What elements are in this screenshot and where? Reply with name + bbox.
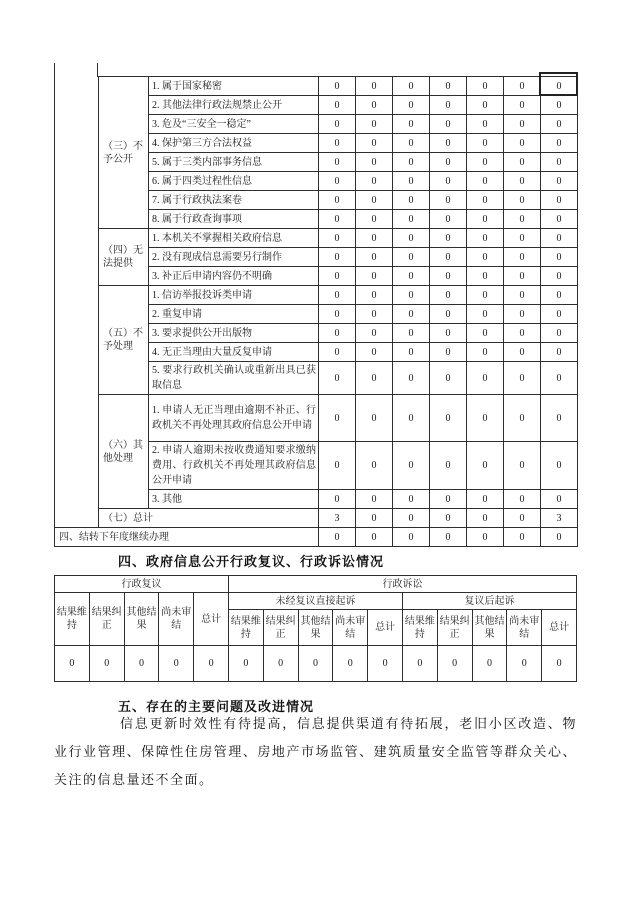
value-cell: 0 [504, 210, 541, 229]
value-cell: 0 [319, 172, 356, 191]
value-cell: 0 [393, 210, 430, 229]
value-cell: 0 [393, 191, 430, 210]
value-cell: 0 [541, 343, 578, 362]
value-cell: 0 [319, 191, 356, 210]
value-cell: 0 [430, 490, 467, 509]
outcome-header-cell: 结果纠正 [89, 593, 124, 646]
value-cell: 0 [504, 490, 541, 509]
section-review-litigation-title: 四、政府信息公开行政复议、行政诉讼情况 [118, 554, 385, 569]
total-value-cell: 3 [319, 509, 356, 528]
item-label-cell: 3. 补正后申请内容仍不明确 [149, 267, 319, 286]
value-cell: 0 [541, 77, 578, 96]
value-cell: 0 [393, 229, 430, 248]
table-continuation-line [97, 63, 98, 77]
value-cell: 0 [356, 191, 393, 210]
value-cell: 0 [542, 646, 577, 682]
value-cell: 0 [504, 153, 541, 172]
value-cell: 0 [467, 362, 504, 395]
value-cell: 0 [393, 362, 430, 395]
value-cell: 0 [356, 442, 393, 490]
value-cell: 0 [467, 96, 504, 115]
value-cell: 0 [356, 395, 393, 442]
value-cell: 0 [541, 115, 578, 134]
value-cell: 0 [402, 646, 437, 682]
item-label-cell: 1. 信访举报投诉类申请 [149, 286, 319, 305]
value-cell: 0 [467, 153, 504, 172]
total-value-cell: 0 [467, 509, 504, 528]
value-cell: 0 [541, 96, 578, 115]
value-cell: 0 [319, 134, 356, 153]
outcome-header-cell: 尚未审结 [159, 593, 194, 646]
application-results-table [54, 76, 578, 547]
value-cell: 0 [393, 442, 430, 490]
value-cell: 0 [467, 442, 504, 490]
item-label-cell: 1. 属于国家秘密 [149, 77, 319, 96]
value-cell: 0 [319, 286, 356, 305]
value-cell: 0 [504, 191, 541, 210]
outcome-header-cell: 结果维持 [55, 593, 90, 646]
table-continuation-line [54, 63, 55, 77]
item-label-cell: 1. 本机关不掌握相关政府信息 [149, 229, 319, 248]
value-cell: 0 [430, 343, 467, 362]
value-cell: 0 [319, 324, 356, 343]
value-cell: 0 [541, 362, 578, 395]
value-cell: 0 [319, 77, 356, 96]
item-label-cell: 4. 无正当理由大量反复申请 [149, 343, 319, 362]
value-cell: 0 [541, 324, 578, 343]
value-cell: 0 [541, 172, 578, 191]
outcome-header-cell: 总计 [542, 610, 577, 646]
value-cell: 0 [467, 490, 504, 509]
item-label-cell: 7. 属于行政执法案卷 [149, 191, 319, 210]
value-cell: 0 [430, 134, 467, 153]
value-cell: 0 [541, 395, 578, 442]
value-cell: 0 [319, 267, 356, 286]
value-cell: 0 [467, 343, 504, 362]
outcome-header-cell: 尚未审结 [333, 610, 368, 646]
value-cell: 0 [319, 115, 356, 134]
value-cell: 0 [430, 248, 467, 267]
values-row [55, 646, 577, 682]
carryover-value-cell: 0 [430, 528, 467, 547]
value-cell: 0 [319, 442, 356, 490]
value-cell: 0 [504, 267, 541, 286]
carryover-value-cell: 0 [356, 528, 393, 547]
value-cell: 0 [541, 286, 578, 305]
value-cell: 0 [430, 172, 467, 191]
value-cell: 0 [430, 153, 467, 172]
value-cell: 0 [393, 96, 430, 115]
item-label-cell: 2. 没有现成信息需要另行制作 [149, 248, 319, 267]
value-cell: 0 [356, 248, 393, 267]
category-label-cell: （六）其他处理 [99, 395, 149, 509]
value-cell: 0 [393, 115, 430, 134]
value-cell: 0 [228, 646, 263, 682]
value-cell: 0 [504, 115, 541, 134]
value-cell: 0 [356, 229, 393, 248]
table-row [55, 395, 578, 442]
group-header-cell: 行政复议 [55, 576, 229, 593]
value-cell: 0 [430, 267, 467, 286]
problems-paragraph: 信息更新时效性有待提高，信息提供渠道有待拓展，老旧小区改造、物业行业管理、保障性住房管理、房地产市场监管、建筑质量安全监管等群众关心、关注的信息量还不全面。 [54, 716, 577, 787]
value-cell: 0 [298, 646, 333, 682]
item-label-cell: 3. 要求提供公开出版物 [149, 324, 319, 343]
value-cell: 0 [467, 77, 504, 96]
total-value-cell: 0 [430, 509, 467, 528]
value-cell: 0 [467, 305, 504, 324]
value-cell: 0 [467, 191, 504, 210]
value-cell: 0 [504, 229, 541, 248]
value-cell: 0 [430, 210, 467, 229]
value-cell: 0 [467, 267, 504, 286]
value-cell: 0 [356, 172, 393, 191]
value-cell: 0 [541, 191, 578, 210]
value-cell: 0 [319, 362, 356, 395]
value-cell: 0 [393, 343, 430, 362]
review-litigation-table-body [55, 576, 577, 682]
value-cell: 0 [437, 646, 472, 682]
value-cell: 0 [319, 229, 356, 248]
item-label-cell: 4. 保护第三方合法权益 [149, 134, 319, 153]
value-cell: 0 [467, 172, 504, 191]
value-cell: 0 [541, 248, 578, 267]
value-cell: 0 [319, 153, 356, 172]
value-cell: 0 [507, 646, 542, 682]
outcome-header-cell: 其他结果 [298, 610, 333, 646]
outcome-header-cell: 其他结果 [124, 593, 159, 646]
value-cell: 0 [467, 324, 504, 343]
category-label-cell: （四）无法提供 [99, 229, 149, 286]
table-row [55, 229, 578, 248]
outcome-header-cell: 结果维持 [402, 610, 437, 646]
carryover-value-cell: 0 [467, 528, 504, 547]
value-cell: 0 [430, 77, 467, 96]
value-cell: 0 [541, 442, 578, 490]
item-label-cell: 2. 重复申请 [149, 305, 319, 324]
value-cell: 0 [541, 134, 578, 153]
value-cell: 0 [504, 324, 541, 343]
item-label-cell: 2. 其他法律行政法规禁止公开 [149, 96, 319, 115]
outcome-header-cell: 结果纠正 [437, 610, 472, 646]
continuation-empty-cell [55, 77, 99, 528]
value-cell: 0 [356, 362, 393, 395]
value-cell: 0 [356, 96, 393, 115]
value-cell: 0 [467, 210, 504, 229]
value-cell: 0 [333, 646, 368, 682]
value-cell: 0 [319, 96, 356, 115]
category-label-cell: （三）不予公开 [99, 77, 149, 229]
value-cell: 0 [319, 248, 356, 267]
value-cell: 0 [159, 646, 194, 682]
section-problems-title: 五、存在的主要问题及改进情况 [118, 699, 315, 714]
value-cell: 0 [430, 191, 467, 210]
value-cell: 0 [393, 324, 430, 343]
value-cell: 0 [319, 305, 356, 324]
value-cell: 0 [393, 305, 430, 324]
value-cell: 0 [393, 286, 430, 305]
value-cell: 0 [393, 395, 430, 442]
value-cell: 0 [430, 362, 467, 395]
table-row [55, 286, 578, 305]
subgroup-header-cell: 未经复议直接起诉 [228, 593, 402, 610]
review-litigation-table [54, 575, 577, 682]
carryover-label-cell: 四、结转下年度继续办理 [55, 528, 319, 547]
value-cell: 0 [356, 134, 393, 153]
value-cell: 0 [504, 286, 541, 305]
carryover-value-cell: 0 [541, 528, 578, 547]
value-cell: 0 [504, 442, 541, 490]
value-cell: 0 [467, 229, 504, 248]
item-label-cell: 5. 要求行政机关确认或重新出具已获取信息 [149, 362, 319, 395]
value-cell: 0 [430, 442, 467, 490]
value-cell: 0 [368, 646, 403, 682]
value-cell: 0 [194, 646, 229, 682]
value-cell: 0 [541, 153, 578, 172]
value-cell: 0 [504, 96, 541, 115]
value-cell: 0 [541, 210, 578, 229]
value-cell: 0 [467, 248, 504, 267]
outcome-header-cell: 总计 [368, 610, 403, 646]
value-cell: 0 [430, 229, 467, 248]
value-cell: 0 [504, 362, 541, 395]
value-cell: 0 [319, 343, 356, 362]
application-results-table-body [55, 77, 578, 547]
outcome-header-cell: 其他结果 [472, 610, 507, 646]
total-value-cell: 3 [541, 509, 578, 528]
value-cell: 0 [393, 490, 430, 509]
value-cell: 0 [430, 324, 467, 343]
item-label-cell: 3. 其他 [149, 490, 319, 509]
value-cell: 0 [356, 210, 393, 229]
value-cell: 0 [467, 395, 504, 442]
value-cell: 0 [430, 395, 467, 442]
value-cell: 0 [89, 646, 124, 682]
value-cell: 0 [504, 395, 541, 442]
value-cell: 0 [541, 490, 578, 509]
value-cell: 0 [504, 343, 541, 362]
value-cell: 0 [319, 490, 356, 509]
value-cell: 0 [430, 286, 467, 305]
value-cell: 0 [430, 305, 467, 324]
value-cell: 0 [356, 115, 393, 134]
value-cell: 0 [467, 134, 504, 153]
value-cell: 0 [504, 134, 541, 153]
outcome-header-cell: 结果维持 [228, 610, 263, 646]
value-cell: 0 [504, 248, 541, 267]
value-cell: 0 [356, 77, 393, 96]
total-value-cell: 0 [504, 509, 541, 528]
total-row [55, 509, 578, 528]
subgroup-header-cell: 复议后起诉 [402, 593, 576, 610]
table-row [55, 593, 577, 610]
outcome-header-cell: 总计 [194, 593, 229, 646]
value-cell: 0 [393, 172, 430, 191]
value-cell: 0 [430, 115, 467, 134]
value-cell: 0 [430, 96, 467, 115]
value-cell: 0 [504, 172, 541, 191]
value-cell: 0 [504, 77, 541, 96]
value-cell: 0 [356, 267, 393, 286]
value-cell: 0 [263, 646, 298, 682]
value-cell: 0 [541, 267, 578, 286]
value-cell: 0 [541, 305, 578, 324]
value-cell: 0 [55, 646, 90, 682]
value-cell: 0 [541, 229, 578, 248]
value-cell: 0 [393, 153, 430, 172]
category-label-cell: （五）不予处理 [99, 286, 149, 395]
carryover-value-cell: 0 [393, 528, 430, 547]
item-label-cell: 8. 属于行政查询事项 [149, 210, 319, 229]
value-cell: 0 [319, 210, 356, 229]
value-cell: 0 [356, 343, 393, 362]
item-label-cell: 6. 属于四类过程性信息 [149, 172, 319, 191]
table-row [55, 576, 577, 593]
item-label-cell: 3. 危及“三安全一稳定” [149, 115, 319, 134]
group-header-cell: 行政诉讼 [228, 576, 576, 593]
carryover-value-cell: 0 [319, 528, 356, 547]
total-value-cell: 0 [393, 509, 430, 528]
total-value-cell: 0 [356, 509, 393, 528]
value-cell: 0 [393, 248, 430, 267]
value-cell: 0 [124, 646, 159, 682]
value-cell: 0 [356, 286, 393, 305]
item-label-cell: 2. 申请人逾期未按收费通知要求缴纳费用、行政机关不再处理其政府信息公开申请 [149, 442, 319, 490]
outcome-header-cell: 结果纠正 [263, 610, 298, 646]
value-cell: 0 [356, 490, 393, 509]
total-label-cell: （七）总计 [99, 509, 319, 528]
value-cell: 0 [393, 77, 430, 96]
value-cell: 0 [356, 305, 393, 324]
item-label-cell: 1. 申请人无正当理由逾期不补正、行政机关不再处理其政府信息公开申请 [149, 395, 319, 442]
value-cell: 0 [393, 267, 430, 286]
value-cell: 0 [467, 286, 504, 305]
carryover-row [55, 528, 578, 547]
value-cell: 0 [356, 153, 393, 172]
value-cell: 0 [472, 646, 507, 682]
carryover-value-cell: 0 [504, 528, 541, 547]
outcome-header-cell: 尚未审结 [507, 610, 542, 646]
value-cell: 0 [356, 324, 393, 343]
table-row [55, 77, 578, 96]
value-cell: 0 [504, 305, 541, 324]
value-cell: 0 [319, 395, 356, 442]
value-cell: 0 [467, 115, 504, 134]
item-label-cell: 5. 属于三类内部事务信息 [149, 153, 319, 172]
value-cell: 0 [393, 134, 430, 153]
